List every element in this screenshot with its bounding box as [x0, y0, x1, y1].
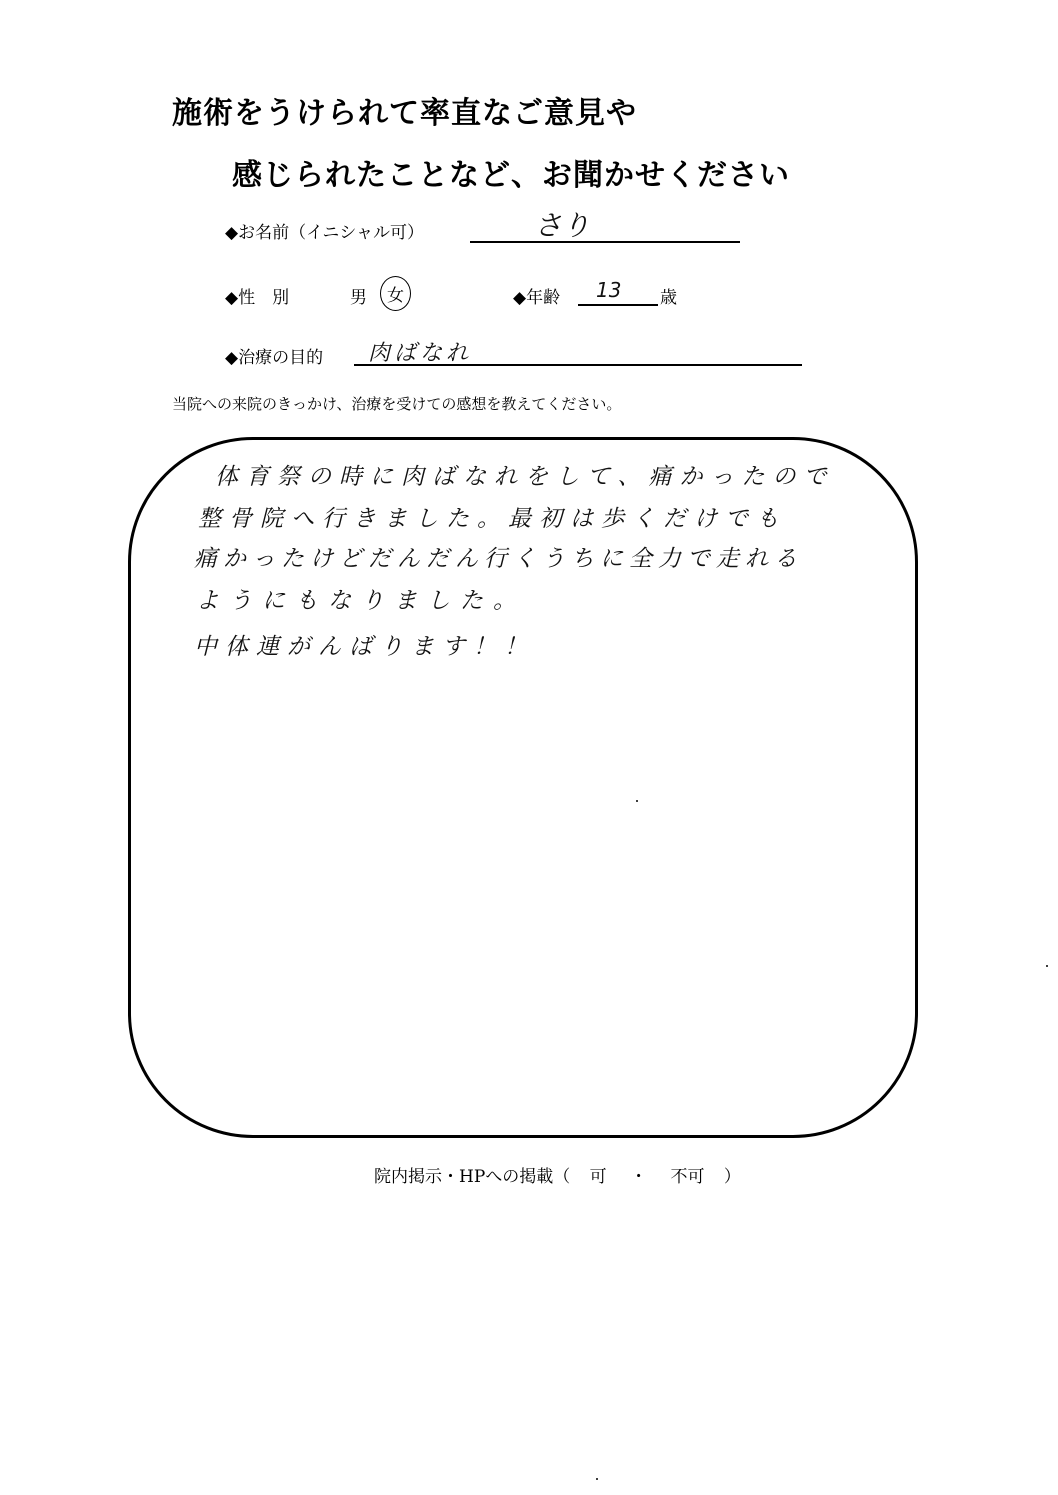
consent-separator: ・: [630, 1167, 648, 1187]
gender-label: ◆性 別: [225, 288, 290, 308]
consent-row: [374, 1162, 741, 1187]
name-value: さり: [534, 209, 591, 242]
form-title-line2: 感じられたことなど、お聞かせください: [232, 158, 790, 193]
purpose-label: ◆治療の目的: [225, 348, 324, 368]
name-field[interactable]: [470, 210, 740, 243]
comment-line-2: 整骨院へ行きました。最初は歩くだけでも: [198, 506, 787, 532]
age-field[interactable]: [578, 280, 658, 306]
age-unit: 歳: [660, 288, 677, 308]
gender-option-female[interactable]: [380, 276, 411, 311]
consent-option-yes[interactable]: 可: [589, 1167, 607, 1187]
comment-prompt: 当院への来院のきっかけ、治療を受けての感想を教えてください。: [172, 395, 622, 413]
form-title-line1: 施術をうけられて率直なご意見や: [172, 96, 637, 131]
purpose-field[interactable]: [354, 340, 802, 366]
comment-line-4: ようにもなりました。: [196, 588, 526, 614]
scan-speck: [596, 1478, 598, 1480]
comment-line-3: 痛かったけどだんだん行くうちに全力で走れる: [194, 546, 803, 572]
age-label: ◆年齢: [513, 288, 561, 308]
consent-option-no[interactable]: 不可: [670, 1167, 705, 1187]
gender-option-male[interactable]: 男: [350, 288, 367, 308]
age-value: 13: [596, 278, 622, 302]
comment-line-5: 中体連がんばります！！: [194, 634, 535, 660]
consent-close: ）: [723, 1167, 741, 1187]
comment-line-1: 体育祭の時に肉ばなれをして、痛かったので: [215, 464, 835, 490]
selected-circle: [380, 276, 411, 311]
scan-speck: [1046, 965, 1048, 967]
consent-label: 院内掲示・HPへの掲載（: [374, 1167, 571, 1187]
purpose-value: 肉ばなれ: [368, 341, 473, 366]
scan-speck: [636, 800, 638, 802]
name-label: ◆お名前（イニシャル可）: [225, 223, 425, 243]
gender-female-label: 女: [387, 286, 404, 306]
